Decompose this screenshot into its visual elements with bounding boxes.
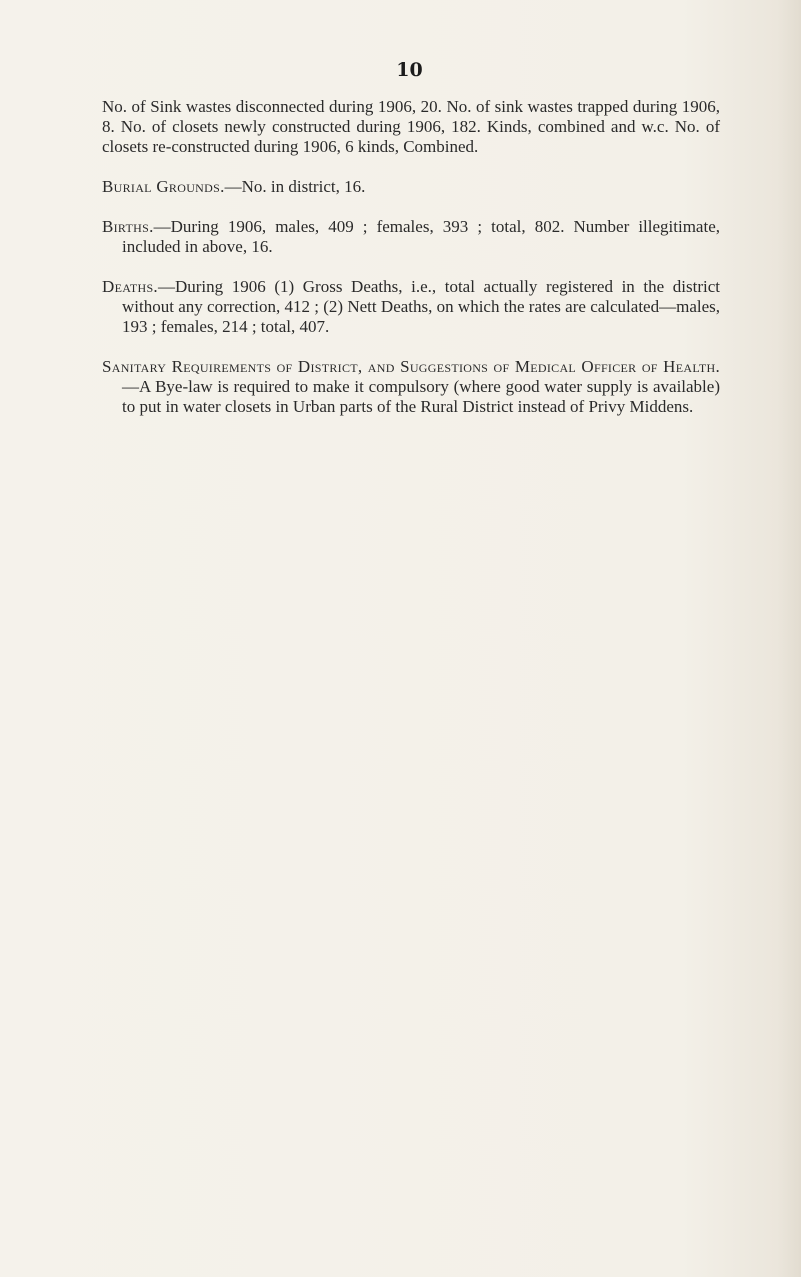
- sanitary-requirements-paragraph: [102, 357, 720, 417]
- sanitary-requirements-heading: Sanitary Requirements of District, and Suggestions of Medical Officer of Health.: [102, 357, 720, 376]
- sink-closets-text: No. of Sink wastes disconnected during 1906, 20. No. of sink wastes trapped during 1906, 8. No. of closets newly constructed during 1906, 182. Kinds, combined and w.c. No. of closets re-constructed during 1906, 6 kinds, Combined.: [102, 97, 720, 156]
- deaths-heading: Deaths.: [102, 277, 158, 296]
- burial-grounds-paragraph: [102, 177, 720, 197]
- births-text: —During 1906, males, 409 ; females, 393 ; total, 802. Number illegitimate, included in above, 16.: [122, 217, 720, 256]
- deaths-text: —During 1906 (1) Gross Deaths, i.e., total actually registered in the district without any correction, 412 ; (2) Nett Deaths, on which the rates are calculated—males, 193 ; females, 214 ; total, 407.: [122, 277, 720, 336]
- burial-grounds-text: —No. in district, 16.: [224, 177, 366, 196]
- report-body: [102, 97, 720, 437]
- births-paragraph: [102, 217, 720, 257]
- births-heading: Births.: [102, 217, 154, 236]
- sink-closets-paragraph: [102, 97, 720, 157]
- sanitary-requirements-text: —A Bye-law is required to make it compulsory (where good water supply is available) to put in water closets in Urban parts of the Rural District instead of Privy Middens.: [122, 377, 720, 416]
- page-number: 10: [396, 59, 423, 81]
- deaths-paragraph: [102, 277, 720, 337]
- burial-grounds-heading: Burial Grounds.: [102, 177, 225, 196]
